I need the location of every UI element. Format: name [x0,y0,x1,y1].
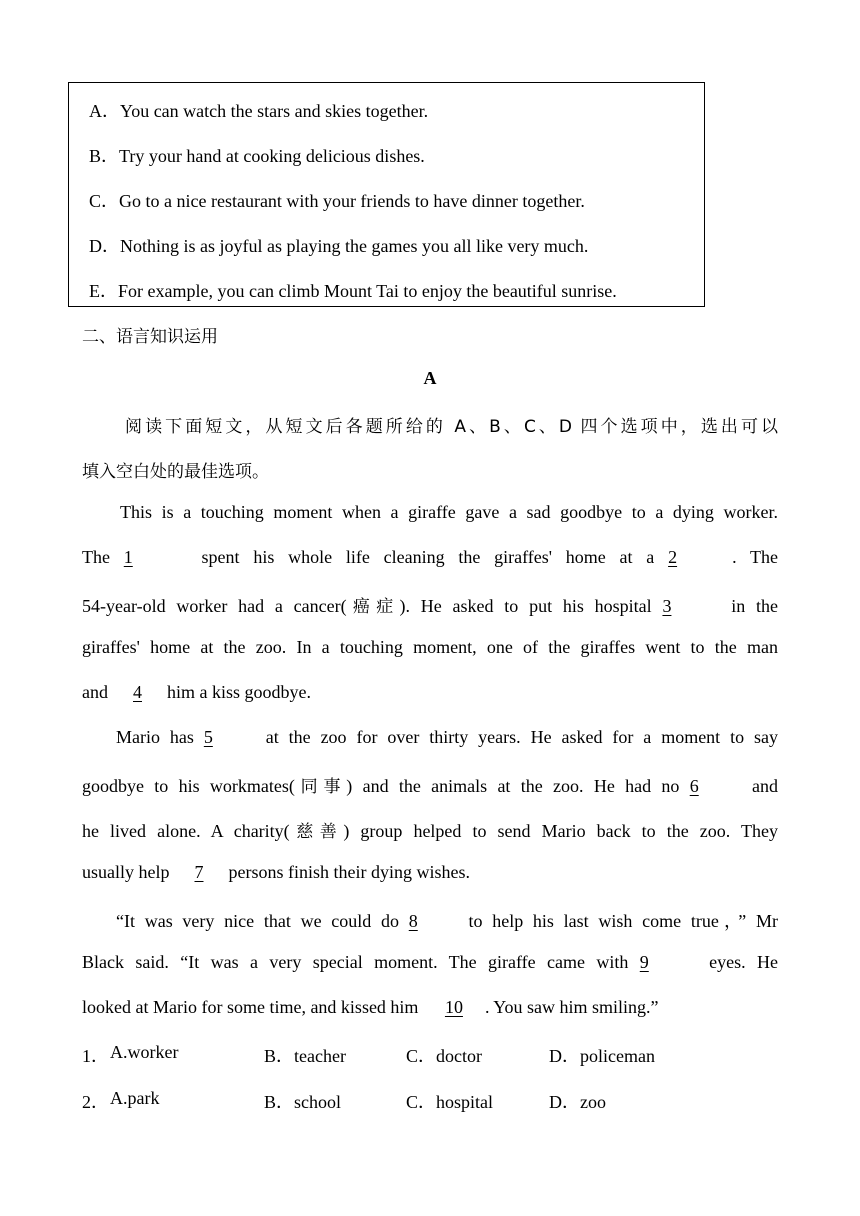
passage-line: he lived alone. A charity(慈善) group helped to send Mario back to the zoo. They [82,821,778,842]
option-c: C．Go to a nice restaurant with your friends to have dinner together. [89,191,585,211]
question-number: 1． [82,1046,109,1066]
blank-3[interactable]: 3 [662,596,672,616]
instructions-line-1: 阅读下面短文，从短文后各题所给的 A、B、C、D 四个选项中，选出可以 [122,417,778,437]
passage-line: 54-year-old worker had a cancer(癌症). He asked to put his hospital 3 in the [82,596,778,617]
part-label: A [423,368,437,388]
blank-7[interactable]: 7 [194,862,204,882]
passage-line: usually help 7 persons finish their dying wishes. [82,862,470,882]
option-d: D．Nothing is as joyful as playing the games you all like very much. [89,236,589,256]
choice-d[interactable]: D．zoo [549,1092,606,1112]
passage-line: Black said. “It was a very special moment. The giraffe came with 9 eyes. He [82,952,779,972]
choice-d[interactable]: D．policeman [549,1046,655,1066]
passage-line: goodbye to his workmates(同事) and the animals at the zoo. He had no 6 and [82,776,779,797]
passage-line: “It was very nice that we could do 8 to help his last wish come true，” Mr [116,911,778,931]
choice-c[interactable]: C．doctor [406,1046,482,1066]
instructions-line-2: 填入空白处的最佳选项。 [82,462,269,482]
option-e: E．For example, you can climb Mount Tai to enjoy the beautiful sunrise. [89,281,617,301]
passage-line: looked at Mario for some time, and kissed him 10 . You saw him smiling.” [82,997,659,1017]
passage-line: Mario has 5 at the zoo for over thirty years. He asked for a moment to say [116,727,779,747]
passage-line: and 4 him a kiss goodbye. [82,682,311,702]
choice-b[interactable]: B．school [264,1092,342,1112]
option-a: A．You can watch the stars and skies together. [89,101,429,121]
blank-4[interactable]: 4 [133,682,142,702]
passage-line: The 1 spent his whole life cleaning the giraffes' home at a 2 . The [82,547,779,567]
blank-6[interactable]: 6 [689,776,699,796]
option-b: B．Try your hand at cooking delicious dishes. [89,146,425,166]
section-title: 二、语言知识运用 [82,327,218,347]
passage-line: giraffes' home at the zoo. In a touching moment, one of the giraffes went to the man [82,637,778,657]
choice-b[interactable]: B．teacher [264,1046,346,1066]
blank-10[interactable]: 10 [444,997,463,1017]
blank-8[interactable]: 8 [408,911,418,931]
blank-9[interactable]: 9 [639,952,649,972]
choice-a[interactable]: A.park [110,1088,160,1108]
blank-1[interactable]: 1 [123,547,133,567]
blank-2[interactable]: 2 [668,547,678,567]
blank-5[interactable]: 5 [203,727,213,747]
question-number: 2． [82,1092,109,1112]
passage-line: This is a touching moment when a giraffe gave a sad goodbye to a dying worker. [120,502,778,522]
choice-a[interactable]: A.worker [110,1042,179,1062]
choice-c[interactable]: C．hospital [406,1092,494,1112]
options-box [68,82,705,307]
